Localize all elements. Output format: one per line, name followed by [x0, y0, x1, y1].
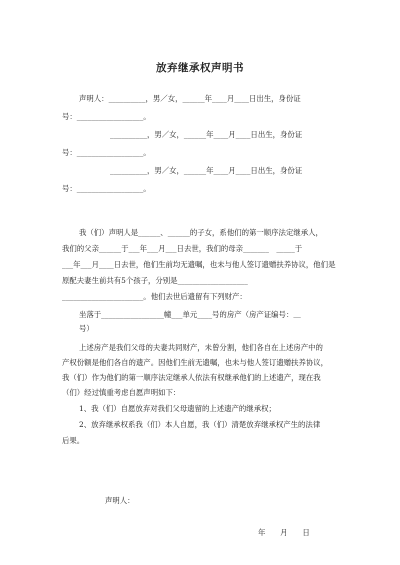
paragraph-1-line-5: ______________________。他们去世后遗留有下列财产： [62, 292, 247, 301]
date-label: 年 月 日 [258, 528, 310, 537]
paragraph-2-line-3: 我（们）作为他们的第一顺序法定继承人依法有权继承他们的上述遗产，现在我 [62, 373, 321, 382]
declarant-1-id-line: 号：__________________。 [62, 112, 151, 121]
document-title: 放弃继承权声明书 [156, 62, 244, 74]
paragraph-2-line-1: 上述房产是我们父母的夫妻共同财产，未曾分割，他们各自在上述房产中的 [79, 343, 323, 352]
declarant-2-line: __________，男／女，______年____月____日出生，身份证 [110, 130, 303, 139]
paragraph-2-line-2: 产权份额是他们各自的遗产。因他们生前无遗嘱，也未与他人签订遗赠扶养协议， [62, 358, 329, 367]
paragraph-1-line-1: 我（们）声明人是______、______的子女，系他们的第一顺序法定继承人， [79, 228, 323, 237]
declarant-1-line: 声明人：__________，男／女，______年____月____日出生，身份证 [79, 94, 301, 103]
declarant-3-id-line: 号：__________________。 [62, 184, 151, 193]
paragraph-1-line-4: 原配夫妻生前共有5个孩子，分别是___________________ [62, 276, 248, 285]
paragraph-1-line-3: ___年___月____日去世，他们生前均无遗嘱，也未与他人签订遗赠扶养协议，他们是 [62, 260, 336, 269]
signature-label: 声明人： [105, 496, 135, 505]
declarant-3-line: __________，男／女，______年____月____日出生，身份证 [110, 166, 303, 175]
statement-item-2-line-2: 后果。 [62, 436, 85, 445]
statement-item-2-line-1: 2、放弃继承权系我（们）本人自愿，我（们）清楚放弃继承权产生的法律 [79, 420, 321, 429]
statement-item-1: 1、我（们）自愿放弃对我们父母遗留的上述遗产的继承权； [79, 404, 276, 413]
paragraph-2-line-4: （们）经过慎重考虑自愿声明如下： [62, 388, 181, 397]
property-certificate-line: 号） [79, 324, 94, 333]
property-location-line: 坐落于_________________幢___单元____号的房产（房产证编号：＿ [79, 310, 301, 319]
paragraph-1-line-2: 我们的父亲______于___年___月___日去世，我们的母亲_______ _____于 [62, 244, 303, 253]
declarant-2-id-line: 号：__________________。 [62, 148, 151, 157]
